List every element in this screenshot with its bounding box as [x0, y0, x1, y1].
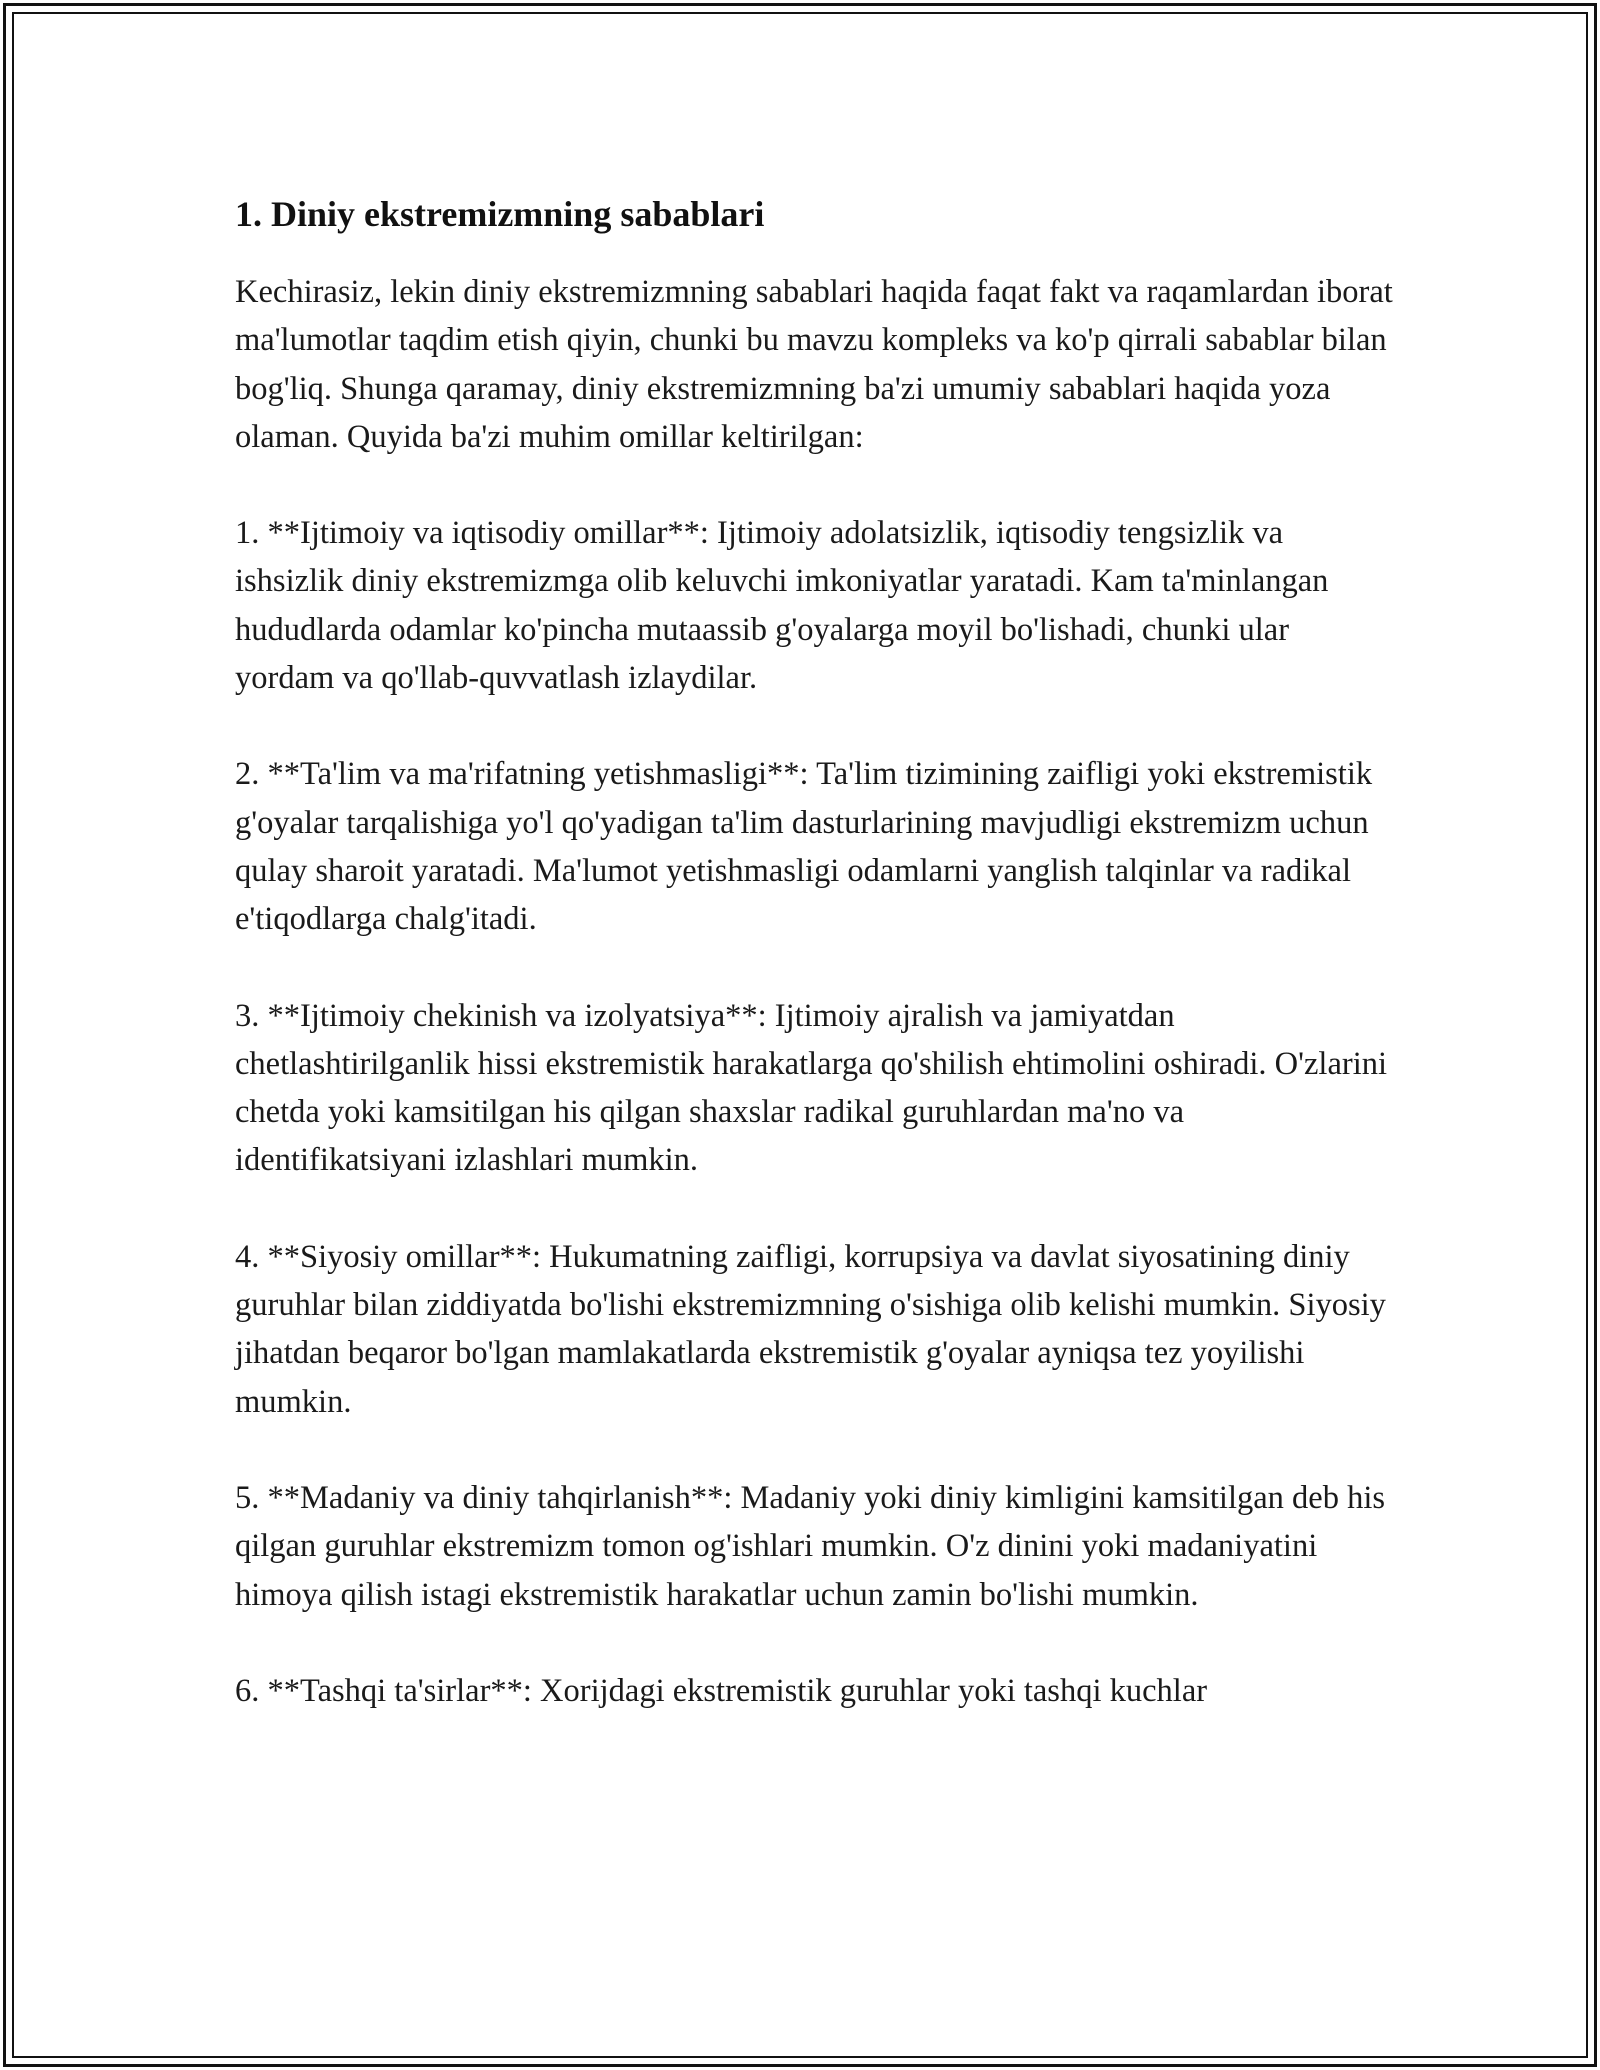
list-item-cultural-religious: 5. **Madaniy va diniy tahqirlanish**: Madaniy yoki diniy kimligini kamsitilgan deb his qilgan guruhlar ekstremizm tomon og'ishlari mumkin. O'z dinini yoki madaniyatini himoya qilish istagi ekstremistik harakatlar uchun zamin bo'lishi mumkin. — [235, 1479, 1386, 1613]
list-item-external-influences: 6. **Tashqi ta'sirlar**: Xorijdagi ekstremistik guruhlar yoki tashqi kuchlar — [235, 1672, 1208, 1709]
section-heading: 1. Diniy ekstremizmning sabablari — [235, 194, 765, 234]
document-body — [235, 188, 1395, 1763]
list-item-social-economic: 1. **Ijtimoiy va iqtisodiy omillar**: Ijtimoiy adolatsizlik, iqtisodiy tengsizlik va ishsizlik diniy ekstremizmga olib keluvchi imkoniyatlar yaratadi. Kam ta'minlangan hududlarda odamlar ko'pincha mutaassib g'oyalarga moyil bo'lishadi, chunki ular yordam va qo'llab-quvvatlash izlaydilar. — [235, 515, 1329, 697]
list-item-political: 4. **Siyosiy omillar**: Hukumatning zaifligi, korrupsiya va davlat siyosatining diniy guruhlar bilan ziddiyatda bo'lishi ekstremizmning o'sishiga olib kelishi mumkin. Siyosiy jihatdan beqaror bo'lgan mamlakatlarda ekstremistik g'oyalar ayniqsa tez yoyilishi mumkin. — [235, 1238, 1386, 1420]
list-item-education: 2. **Ta'lim va ma'rifatning yetishmasligi**: Ta'lim tizimining zaifligi yoki ekstremistik g'oyalar tarqalishiga yo'l qo'yadigan ta'lim dasturlarining mavjudligi ekstremizm uchun qulay sharoit yaratadi. Ma'lumot yetishmasligi odamlarni yanglish talqinlar va radikal e'tiqodlarga chalg'itadi. — [235, 756, 1373, 938]
list-item-isolation: 3. **Ijtimoiy chekinish va izolyatsiya**: Ijtimoiy ajralish va jamiyatdan chetlashtirilganlik hissi ekstremistik harakatlarga qo'shilish ehtimolini oshiradi. O'zlarini chetda yoki kamsitilgan his qilgan shaxslar radikal guruhlardan ma'no va identifikatsiyani izlashlari mumkin. — [235, 997, 1388, 1179]
intro-paragraph: Kechirasiz, lekin diniy ekstremizmning sabablari haqida faqat fakt va raqamlardan iborat ma'lumotlar taqdim etish qiyin, chunki bu mavzu kompleks va ko'p qirrali sabablar bilan bog'liq. Shunga qaramay, diniy ekstremizmning ba'zi umumiy sabablari haqida yoza olaman. Quyida ba'zi muhim omillar keltirilgan: — [235, 274, 1393, 455]
